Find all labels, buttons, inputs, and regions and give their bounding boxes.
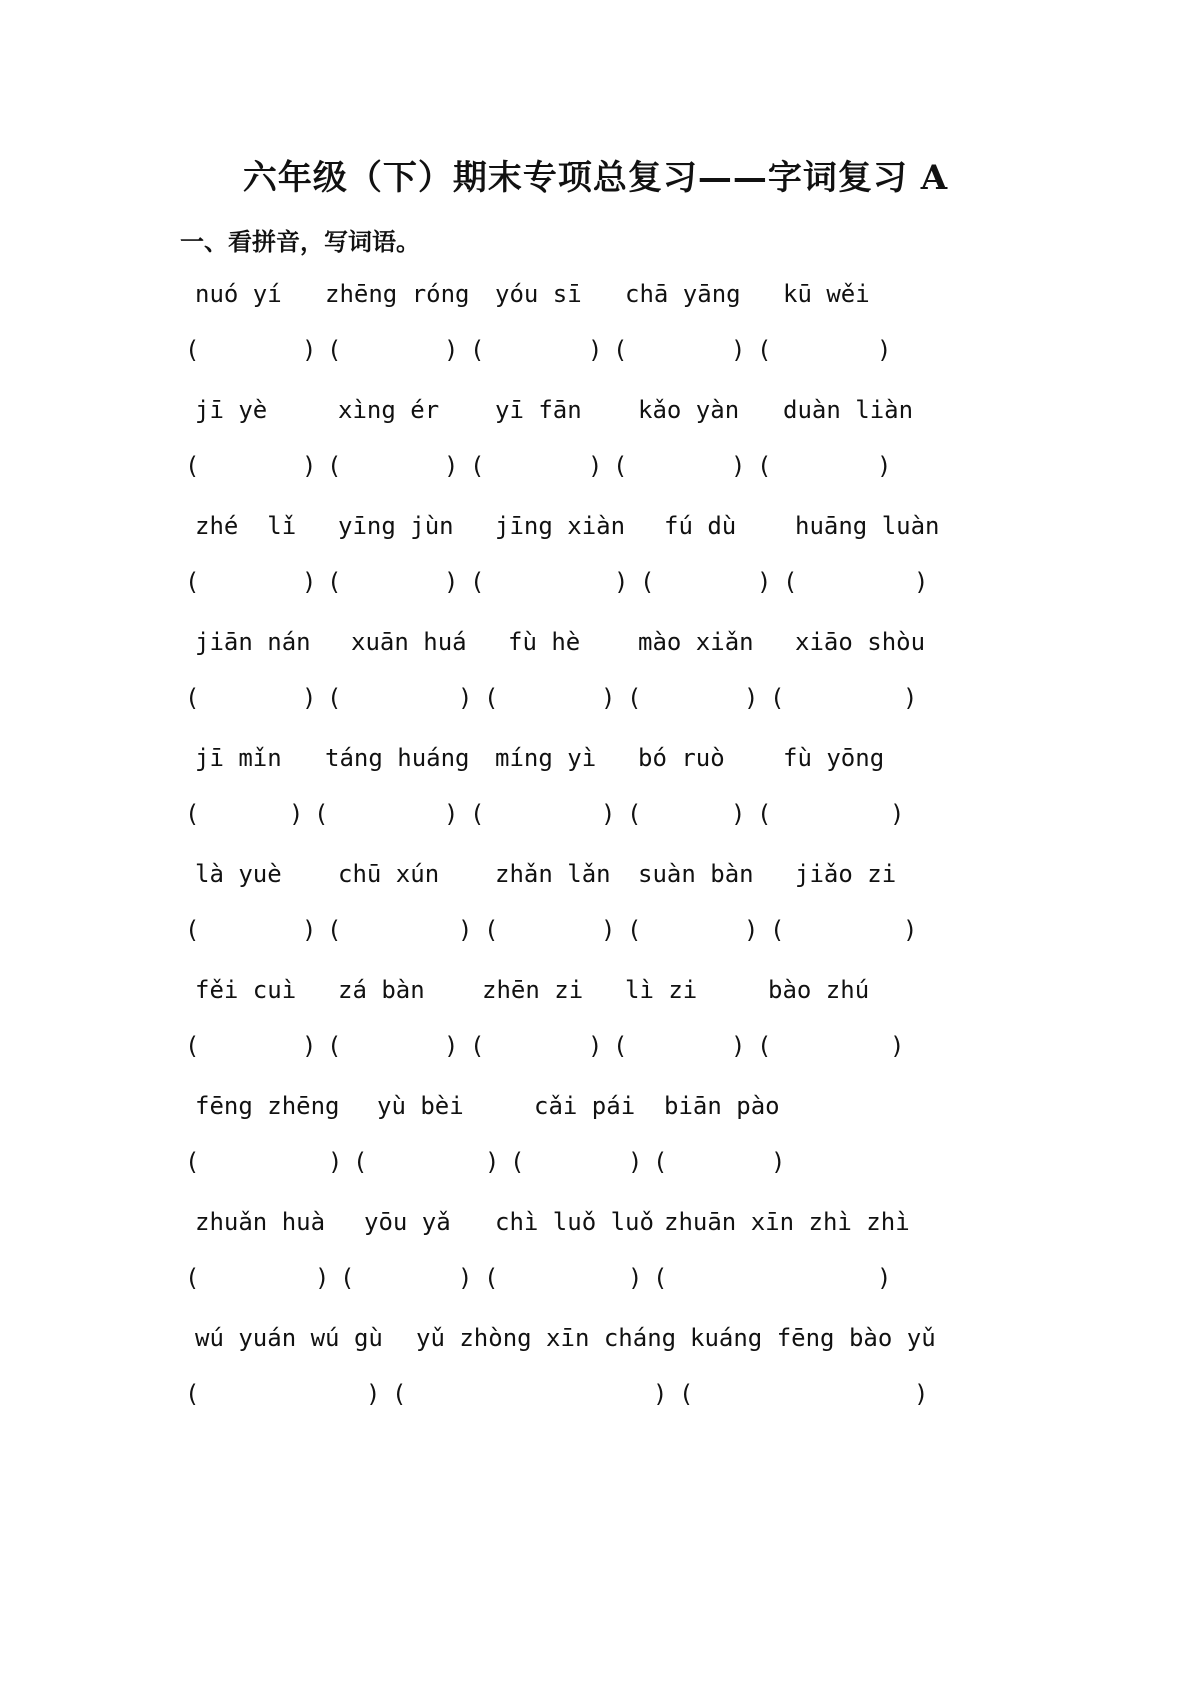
- pinyin-row: [0, 1208, 1191, 1248]
- page-title: 六年级（下）期末专项总复习——字词复习 A: [242, 158, 949, 198]
- answer-blank-open-paren: (: [185, 568, 200, 596]
- answer-blank-close-paren: ): [588, 1032, 603, 1060]
- answer-blank-open-paren: (: [185, 916, 200, 944]
- pinyin-word: là yuè: [195, 860, 282, 888]
- answer-blank-close-paren: ): [601, 800, 616, 828]
- answer-blank-close-paren: ): [731, 336, 746, 364]
- answer-blank-close-paren: ): [302, 452, 317, 480]
- answer-blank-close-paren: ): [444, 336, 459, 364]
- answer-blank-close-paren: ): [302, 684, 317, 712]
- answer-blank-close-paren: ): [877, 452, 892, 480]
- answer-blank-close-paren: ): [731, 1032, 746, 1060]
- answer-row: [0, 452, 1191, 492]
- answer-blank-open-paren: (: [613, 452, 628, 480]
- answer-blank-open-paren: (: [185, 1380, 200, 1408]
- answer-blank-close-paren: ): [601, 684, 616, 712]
- pinyin-word: cǎi pái: [534, 1092, 636, 1120]
- pinyin-word: xiāo shòu: [795, 628, 926, 656]
- answer-blank-open-paren: (: [470, 1032, 485, 1060]
- pinyin-word: yīng jùn: [338, 512, 454, 540]
- pinyin-word: míng yì: [495, 744, 597, 772]
- pinyin-word: fù yōng: [783, 744, 885, 772]
- answer-blank-open-paren: (: [327, 568, 342, 596]
- answer-blank-open-paren: (: [770, 916, 785, 944]
- answer-blank-open-paren: (: [757, 1032, 772, 1060]
- pinyin-row: [0, 1092, 1191, 1132]
- pinyin-word: chū xún: [338, 860, 440, 888]
- pinyin-word: bó ruò: [638, 744, 725, 772]
- answer-blank-open-paren: (: [185, 684, 200, 712]
- pinyin-word: jīng xiàn: [495, 512, 626, 540]
- answer-blank-open-paren: (: [757, 452, 772, 480]
- answer-blank-close-paren: ): [302, 568, 317, 596]
- answer-blank-close-paren: ): [588, 336, 603, 364]
- pinyin-word: yǔ zhòng xīn cháng: [416, 1324, 677, 1352]
- pinyin-word: chì luǒ luǒ: [495, 1208, 654, 1236]
- answer-blank-open-paren: (: [470, 452, 485, 480]
- pinyin-word: lì zi: [625, 976, 698, 1004]
- pinyin-word: duàn liàn: [783, 396, 914, 424]
- answer-row: [0, 1264, 1191, 1304]
- section-heading: 一、看拼音，写词语。: [180, 227, 420, 256]
- answer-blank-close-paren: ): [289, 800, 304, 828]
- pinyin-word: suàn bàn: [638, 860, 754, 888]
- answer-blank-close-paren: ): [914, 1380, 929, 1408]
- pinyin-word: biān pào: [664, 1092, 780, 1120]
- answer-blank-close-paren: ): [877, 336, 892, 364]
- answer-blank-close-paren: ): [628, 1148, 643, 1176]
- answer-blank-close-paren: ): [731, 800, 746, 828]
- answer-row: [0, 568, 1191, 608]
- pinyin-row: [0, 860, 1191, 900]
- answer-blank-close-paren: ): [458, 916, 473, 944]
- pinyin-word: jī yè: [195, 396, 268, 424]
- answer-blank-open-paren: (: [327, 684, 342, 712]
- pinyin-word: jiǎo zi: [795, 860, 897, 888]
- answer-blank-open-paren: (: [185, 1032, 200, 1060]
- answer-blank-open-paren: (: [770, 684, 785, 712]
- answer-blank-open-paren: (: [185, 336, 200, 364]
- answer-blank-close-paren: ): [444, 452, 459, 480]
- pinyin-word: fù hè: [508, 628, 581, 656]
- answer-blank-open-paren: (: [470, 568, 485, 596]
- answer-blank-close-paren: ): [614, 568, 629, 596]
- pinyin-word: wú yuán wú gù: [195, 1324, 383, 1352]
- pinyin-word: táng huáng: [325, 744, 470, 772]
- pinyin-word: nuó yí: [195, 280, 282, 308]
- pinyin-word: kuáng fēng bào yǔ: [690, 1324, 936, 1352]
- pinyin-word: zhé lǐ: [195, 512, 297, 540]
- answer-blank-close-paren: ): [744, 916, 759, 944]
- answer-blank-open-paren: (: [613, 336, 628, 364]
- answer-blank-close-paren: ): [302, 1032, 317, 1060]
- answer-row: [0, 684, 1191, 724]
- pinyin-word: xìng ér: [338, 396, 440, 424]
- pinyin-word: yóu sī: [495, 280, 582, 308]
- pinyin-word: zhēn zi: [482, 976, 584, 1004]
- answer-blank-close-paren: ): [366, 1380, 381, 1408]
- pinyin-row: [0, 976, 1191, 1016]
- pinyin-word: kū wěi: [783, 280, 870, 308]
- answer-blank-open-paren: (: [757, 336, 772, 364]
- answer-blank-close-paren: ): [444, 800, 459, 828]
- pinyin-word: zhǎn lǎn: [495, 860, 611, 888]
- pinyin-row: [0, 396, 1191, 436]
- pinyin-row: [0, 628, 1191, 668]
- answer-blank-open-paren: (: [185, 1148, 200, 1176]
- pinyin-word: zhuān xīn zhì zhì: [664, 1208, 910, 1236]
- answer-blank-close-paren: ): [890, 800, 905, 828]
- answer-blank-open-paren: (: [314, 800, 329, 828]
- answer-blank-open-paren: (: [353, 1148, 368, 1176]
- answer-blank-open-paren: (: [484, 684, 499, 712]
- answer-blank-open-paren: (: [679, 1380, 694, 1408]
- answer-blank-open-paren: (: [185, 1264, 200, 1292]
- answer-blank-open-paren: (: [653, 1264, 668, 1292]
- pinyin-word: zá bàn: [338, 976, 425, 1004]
- pinyin-word: jiān nán: [195, 628, 311, 656]
- answer-blank-close-paren: ): [302, 336, 317, 364]
- pinyin-word: zhuǎn huà: [195, 1208, 326, 1236]
- pinyin-word: xuān huá: [351, 628, 467, 656]
- pinyin-word: zhēng róng: [325, 280, 470, 308]
- answer-blank-open-paren: (: [653, 1148, 668, 1176]
- pinyin-word: jī mǐn: [195, 744, 282, 772]
- answer-blank-open-paren: (: [627, 916, 642, 944]
- answer-blank-open-paren: (: [757, 800, 772, 828]
- answer-blank-open-paren: (: [484, 1264, 499, 1292]
- pinyin-word: fēng zhēng: [195, 1092, 340, 1120]
- answer-blank-open-paren: (: [613, 1032, 628, 1060]
- pinyin-word: chā yāng: [625, 280, 741, 308]
- answer-blank-close-paren: ): [601, 916, 616, 944]
- answer-blank-close-paren: ): [771, 1148, 786, 1176]
- answer-row: [0, 1148, 1191, 1188]
- answer-blank-close-paren: ): [485, 1148, 500, 1176]
- answer-blank-open-paren: (: [783, 568, 798, 596]
- answer-blank-close-paren: ): [444, 568, 459, 596]
- answer-blank-close-paren: ): [588, 452, 603, 480]
- answer-blank-close-paren: ): [458, 684, 473, 712]
- answer-row: [0, 336, 1191, 376]
- answer-blank-close-paren: ): [302, 916, 317, 944]
- pinyin-word: fú dù: [664, 512, 737, 540]
- answer-blank-open-paren: (: [327, 916, 342, 944]
- answer-blank-close-paren: ): [914, 568, 929, 596]
- pinyin-word: fěi cuì: [195, 976, 297, 1004]
- answer-blank-open-paren: (: [627, 800, 642, 828]
- pinyin-word: yōu yǎ: [364, 1208, 451, 1236]
- pinyin-row: [0, 744, 1191, 784]
- answer-blank-open-paren: (: [484, 916, 499, 944]
- answer-blank-close-paren: ): [458, 1264, 473, 1292]
- answer-row: [0, 800, 1191, 840]
- answer-blank-close-paren: ): [628, 1264, 643, 1292]
- answer-blank-close-paren: ): [444, 1032, 459, 1060]
- answer-blank-open-paren: (: [470, 336, 485, 364]
- answer-blank-open-paren: (: [327, 336, 342, 364]
- pinyin-row: [0, 1324, 1191, 1364]
- answer-blank-close-paren: ): [328, 1148, 343, 1176]
- pinyin-row: [0, 280, 1191, 320]
- answer-blank-open-paren: (: [510, 1148, 525, 1176]
- answer-blank-open-paren: (: [640, 568, 655, 596]
- pinyin-word: mào xiǎn: [638, 628, 754, 656]
- answer-blank-close-paren: ): [903, 684, 918, 712]
- answer-row: [0, 916, 1191, 956]
- answer-blank-close-paren: ): [653, 1380, 668, 1408]
- answer-blank-close-paren: ): [731, 452, 746, 480]
- answer-blank-open-paren: (: [392, 1380, 407, 1408]
- pinyin-row: [0, 512, 1191, 552]
- answer-blank-close-paren: ): [315, 1264, 330, 1292]
- answer-blank-open-paren: (: [340, 1264, 355, 1292]
- answer-blank-open-paren: (: [470, 800, 485, 828]
- answer-blank-open-paren: (: [627, 684, 642, 712]
- answer-blank-open-paren: (: [185, 800, 200, 828]
- pinyin-word: yī fān: [495, 396, 582, 424]
- answer-blank-open-paren: (: [327, 1032, 342, 1060]
- answer-blank-close-paren: ): [890, 1032, 905, 1060]
- answer-blank-close-paren: ): [744, 684, 759, 712]
- pinyin-word: yù bèi: [377, 1092, 464, 1120]
- pinyin-word: kǎo yàn: [638, 396, 740, 424]
- answer-row: [0, 1380, 1191, 1420]
- answer-blank-close-paren: ): [903, 916, 918, 944]
- answer-blank-close-paren: ): [757, 568, 772, 596]
- pinyin-word: huāng luàn: [795, 512, 940, 540]
- answer-blank-close-paren: ): [877, 1264, 892, 1292]
- pinyin-word: bào zhú: [768, 976, 870, 1004]
- answer-row: [0, 1032, 1191, 1072]
- answer-blank-open-paren: (: [327, 452, 342, 480]
- answer-blank-open-paren: (: [185, 452, 200, 480]
